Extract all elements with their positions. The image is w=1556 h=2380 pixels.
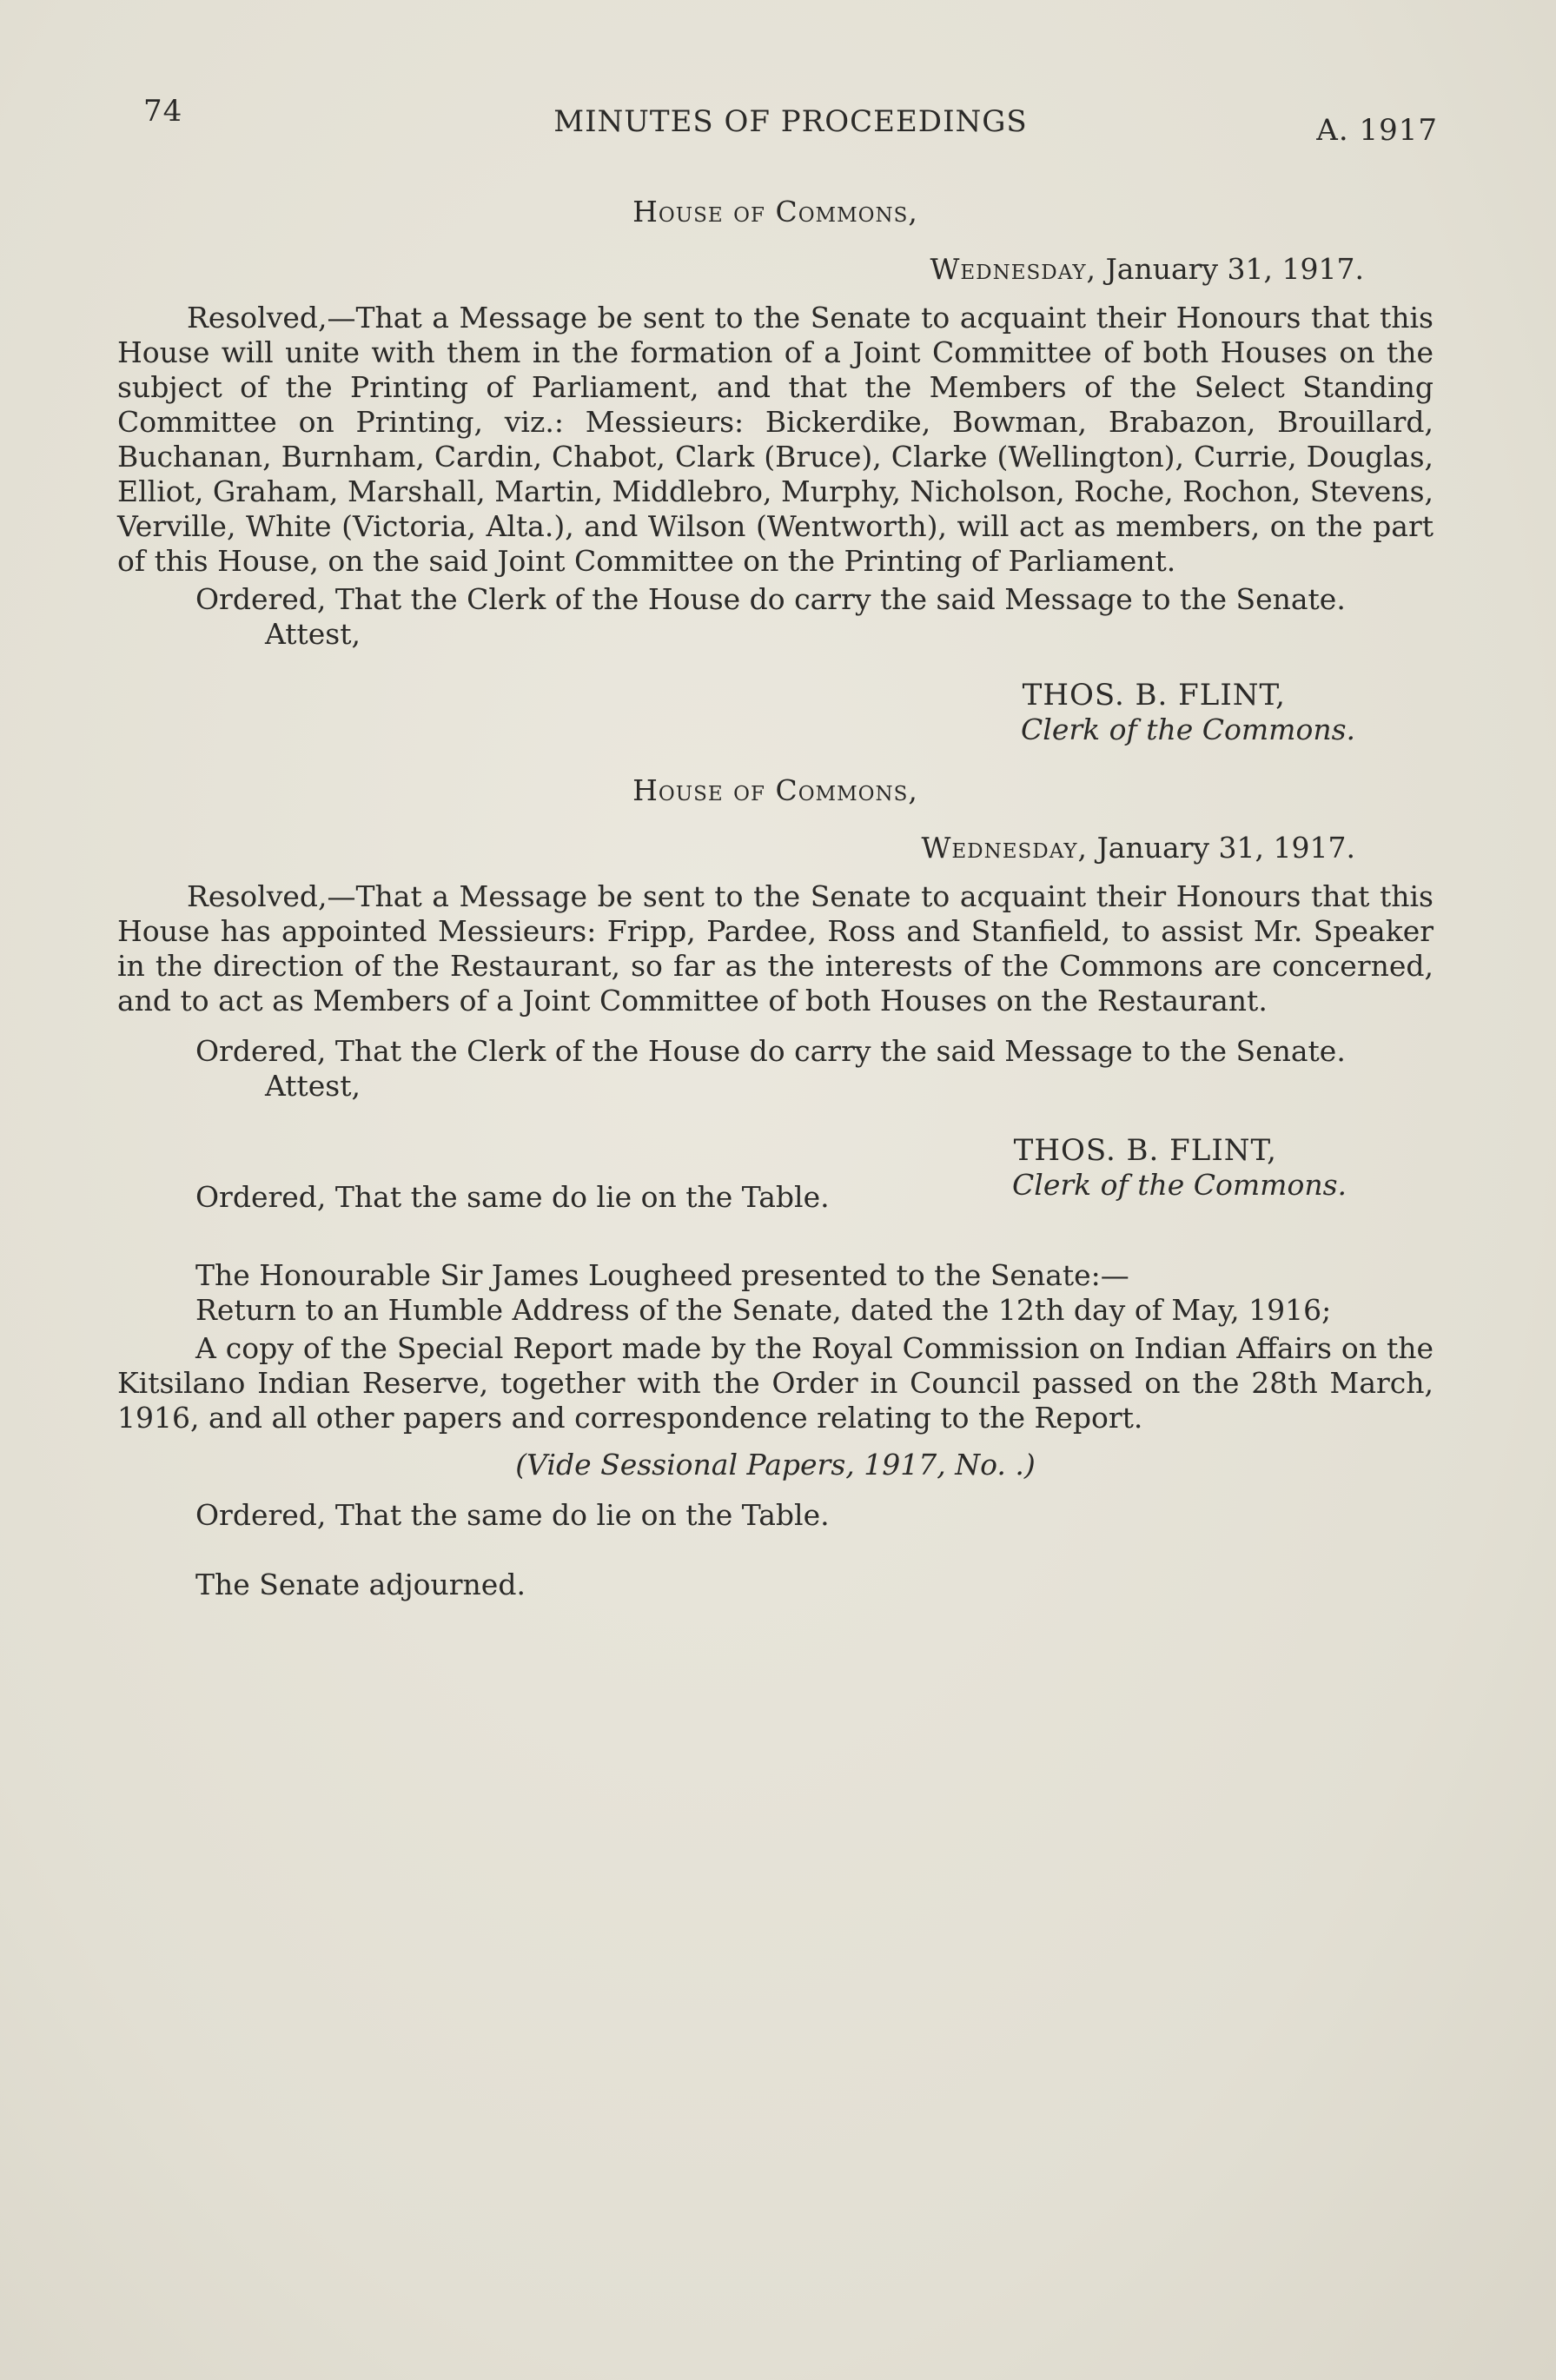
resolution-1: Resolved,—That a Message be sent to the Senate to acquaint their Honours that this House will unite with them in the formation of a Joint Committee of both Houses on the subject of the Printing of Parliament, and that the Members of the Select Standing Committee on Printing, viz.: Messieurs: Bickerdike, Bowman, Brabazon, Brouillard, Buchanan, Burnham, Cardin, Chabot, Clark (Bruce), Clarke (Wellington), Currie, Douglas, Elliot, Graham, Marshall, Martin, Middlebro, Murphy, Nicholson, Roche, Rochon, Stevens, Verville, White (Victoria, Alta.), and Wilson (Wentworth), will act as members, on the part of this House, on the said Joint Committee on the Printing of Parliament. (117, 301, 1434, 578)
house-heading-2: House of Commons, (632, 773, 918, 807)
presented-line: The Honourable Sir James Lougheed presented to the Senate:— (195, 1258, 1129, 1292)
page-header (143, 94, 1438, 146)
return-line: Return to an Humble Address of the Senate, dated the 12th day of May, 1916; (195, 1293, 1332, 1327)
date-line-2 (117, 831, 1434, 865)
date-day-1: Wednesday, (930, 252, 1097, 286)
ordered-1: Ordered, That the Clerk of the House do carry the said Message to the Senate. (195, 582, 1346, 616)
table-order-2: Ordered, That the same do lie on the Table. (195, 1498, 830, 1532)
attest-2: Attest, (265, 1069, 361, 1103)
signature-name-1: THOS. B. FLINT, (1022, 678, 1286, 713)
session-year: A. 1917 (1316, 113, 1438, 148)
ordered-2: Ordered, That the Clerk of the House do carry the said Message to the Senate. (195, 1034, 1346, 1068)
senate-adjourned: The Senate adjourned. (195, 1568, 526, 1601)
date-rest-1: January 31, 1917. (1105, 252, 1364, 286)
resolution-2: Resolved,—That a Message be sent to the Senate to acquaint their Honours that this House has appointed Messieurs: Fripp, Pardee, Ross and Stanfield, to assist Mr. Speaker in the direction of the Restaurant, so far as the interests of the Commons are concerned, and to act as Members of a Joint Committee of both Houses on the Restaurant. (117, 879, 1434, 1018)
attest-1: Attest, (265, 617, 361, 651)
vide-reference: (Vide Sessional Papers, 1917, No. .) (515, 1448, 1036, 1482)
date-rest-2: January 31, 1917. (1096, 831, 1355, 865)
copy-paragraph: A copy of the Special Report made by the Royal Commission on Indian Affairs on the Kitsilano Indian Reserve, together with the Order in Council passed on the 28th March, 1916, and all other papers and correspondence relating to the Report. (117, 1331, 1434, 1435)
date-line-1 (117, 252, 1434, 287)
house-heading-1: House of Commons, (632, 195, 918, 229)
signature-1 (117, 678, 1434, 747)
signature-title-1: Clerk of the Commons. (1021, 713, 1355, 746)
date-day-2: Wednesday, (921, 831, 1089, 865)
signature-name-2: THOS. B. FLINT, (1013, 1133, 1277, 1168)
page-number: 74 (143, 94, 183, 129)
table-order-1: Ordered, That the same do lie on the Table. (195, 1180, 830, 1214)
running-title: MINUTES OF PROCEEDINGS (553, 104, 1028, 139)
signature-title-2: Clerk of the Commons. (1012, 1168, 1347, 1202)
document-body (117, 191, 1434, 1602)
